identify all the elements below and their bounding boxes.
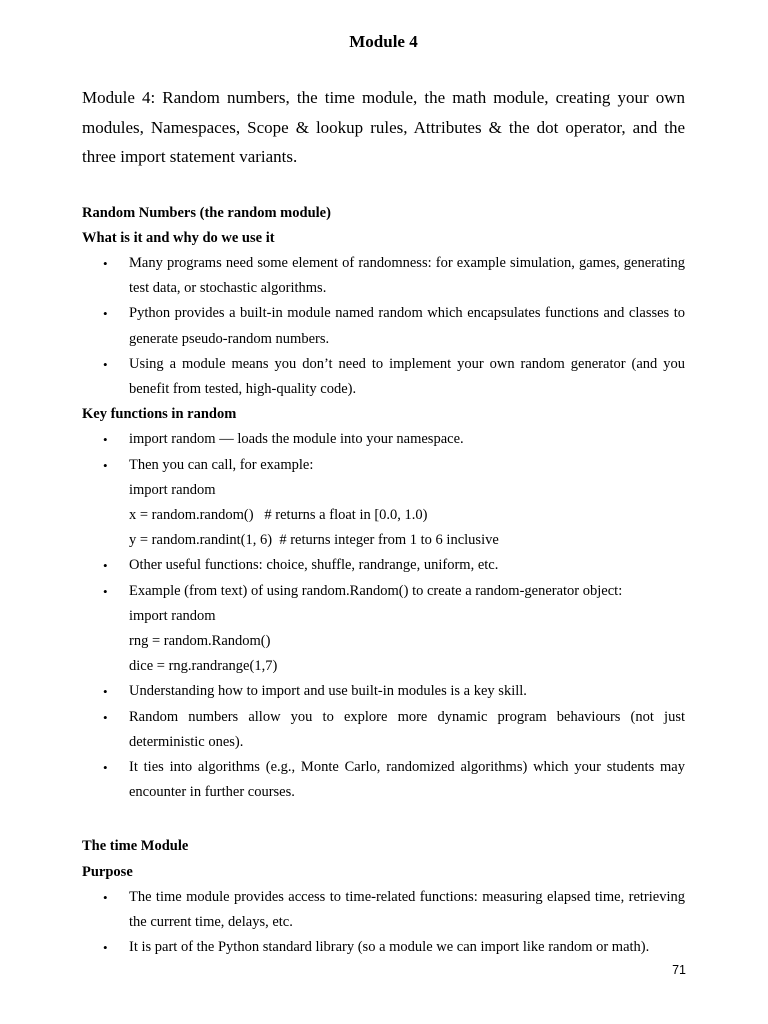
- bullet-text: Other useful functions: choice, shuffle, randrange, uniform, etc.: [129, 557, 499, 574]
- random-section: [82, 201, 685, 806]
- key-functions-subheading: Key functions in random: [82, 406, 237, 423]
- list-item: [82, 755, 685, 805]
- intro-paragraph: Module 4: Random numbers, the time module, the math module, creating your own modules, Namespaces, Scope & lookup rules, Attributes & the dot operator, and the three import statement variants.: [82, 88, 685, 166]
- list-item: [82, 705, 685, 755]
- bullet-icon: •: [103, 583, 108, 599]
- list-item: [82, 885, 685, 935]
- bullet-icon: •: [103, 889, 108, 905]
- bullet-text: Many programs need some element of randomness: for example simulation, games, generating test data, or stochastic algorithms.: [129, 254, 685, 297]
- bullet-text: Using a module means you don’t need to implement your own random generator (and you benefit from tested, high-quality code).: [129, 355, 685, 397]
- purpose-subheading: Purpose: [82, 863, 133, 880]
- bullet-icon: •: [103, 684, 108, 700]
- key-functions-bullet-list: [82, 427, 685, 805]
- bullet-text: import random — loads the module into your namespace.: [129, 431, 464, 448]
- what-subheading: What is it and why do we use it: [82, 229, 275, 246]
- random-section-heading: Random Numbers (the random module): [82, 204, 331, 221]
- list-item: [82, 553, 685, 578]
- bullet-text: Random numbers allow you to explore more dynamic program behaviours (not just deterministic ones).: [129, 708, 685, 750]
- bullet-icon: •: [103, 709, 108, 725]
- code-line: dice = rng.randrange(1,7): [129, 658, 278, 675]
- code-line: rng = random.Random(): [129, 632, 271, 649]
- bullet-icon: •: [103, 255, 108, 271]
- list-item: [82, 427, 685, 452]
- list-item: [82, 579, 685, 680]
- page-number: 71: [672, 963, 686, 977]
- code-line: import random: [129, 481, 216, 498]
- bullet-text: It is part of the Python standard library (so a module we can import like random or math).: [129, 939, 650, 956]
- bullet-text: Then you can call, for example:: [129, 456, 314, 473]
- bullet-text: Python provides a built-in module named random which encapsulates functions and classes to generate pseudo-random numbers.: [129, 305, 685, 347]
- list-item: [82, 453, 685, 554]
- bullet-text: The time module provides access to time-related functions: measuring elapsed time, retrieving the current time, delays, etc.: [129, 888, 685, 930]
- bullet-icon: •: [103, 558, 108, 574]
- list-item: [82, 935, 685, 960]
- bullet-text: Understanding how to import and use built-in modules is a key skill.: [129, 683, 527, 700]
- list-item: [82, 679, 685, 704]
- bullet-text: Example (from text) of using random.Random() to create a random-generator object:: [129, 582, 623, 599]
- bullet-icon: •: [103, 432, 108, 448]
- document-page: [82, 30, 685, 960]
- list-item: [82, 251, 685, 301]
- purpose-bullet-list: [82, 885, 685, 961]
- bullet-icon: •: [103, 457, 108, 473]
- bullet-icon: •: [103, 759, 108, 775]
- code-line: x = random.random() # returns a float in [0.0, 1.0): [129, 506, 428, 523]
- bullet-icon: •: [103, 356, 108, 372]
- list-item: [82, 301, 685, 351]
- code-line: y = random.randint(1, 6) # returns integer from 1 to 6 inclusive: [129, 532, 499, 549]
- bullet-icon: •: [103, 940, 108, 956]
- bullet-icon: •: [103, 306, 108, 322]
- page-title: Module 4: [349, 32, 418, 51]
- time-section: [82, 834, 685, 960]
- what-bullet-list: [82, 251, 685, 402]
- list-item: [82, 352, 685, 402]
- code-line: import random: [129, 607, 216, 624]
- time-section-heading: The time Module: [82, 838, 189, 855]
- bullet-text: It ties into algorithms (e.g., Monte Carlo, randomized algorithms) which your students may encounter in further courses.: [129, 758, 685, 801]
